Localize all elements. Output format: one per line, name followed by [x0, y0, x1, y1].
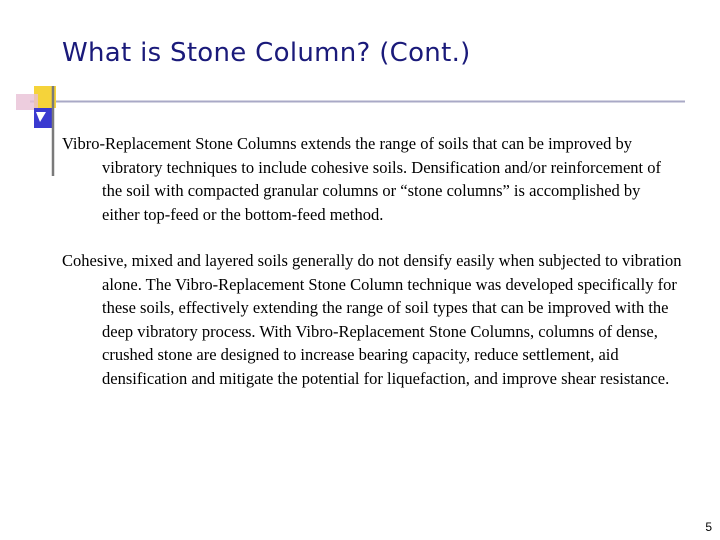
decor-notch — [36, 112, 46, 122]
decor-yellow-square — [34, 86, 56, 108]
decor-pink-square — [16, 94, 38, 110]
slide-body — [62, 132, 682, 413]
page-number: 5 — [705, 520, 712, 534]
decor-blue-square — [34, 108, 52, 128]
paragraph-cohesive-soils: Cohesive, mixed and layered soils generally do not densify easily when subjected to vibration alone. The Vibro-Replacement Stone Column technique was developed specifically for these soils, effectively extending the range of soil types that can be improved with the deep vibratory process. With Vibro-Replacement Stone Columns, columns of dense, crushed stone are designed to increase bearing capacity, reduce settlement, aid densification and mitigate the potential for liquefaction, and improve shear resistance. — [62, 251, 682, 388]
paragraph-stone-columns: Vibro-Replacement Stone Columns extends the range of soils that can be improved by vibratory techniques to include cohesive soils. Densification and/or reinforcement of the soil with compacted granular columns or “stone columns” is accomplished by either top-feed or the bottom-feed method. — [62, 134, 661, 224]
slide-title: What is Stone Column? (Cont.) — [62, 38, 471, 68]
